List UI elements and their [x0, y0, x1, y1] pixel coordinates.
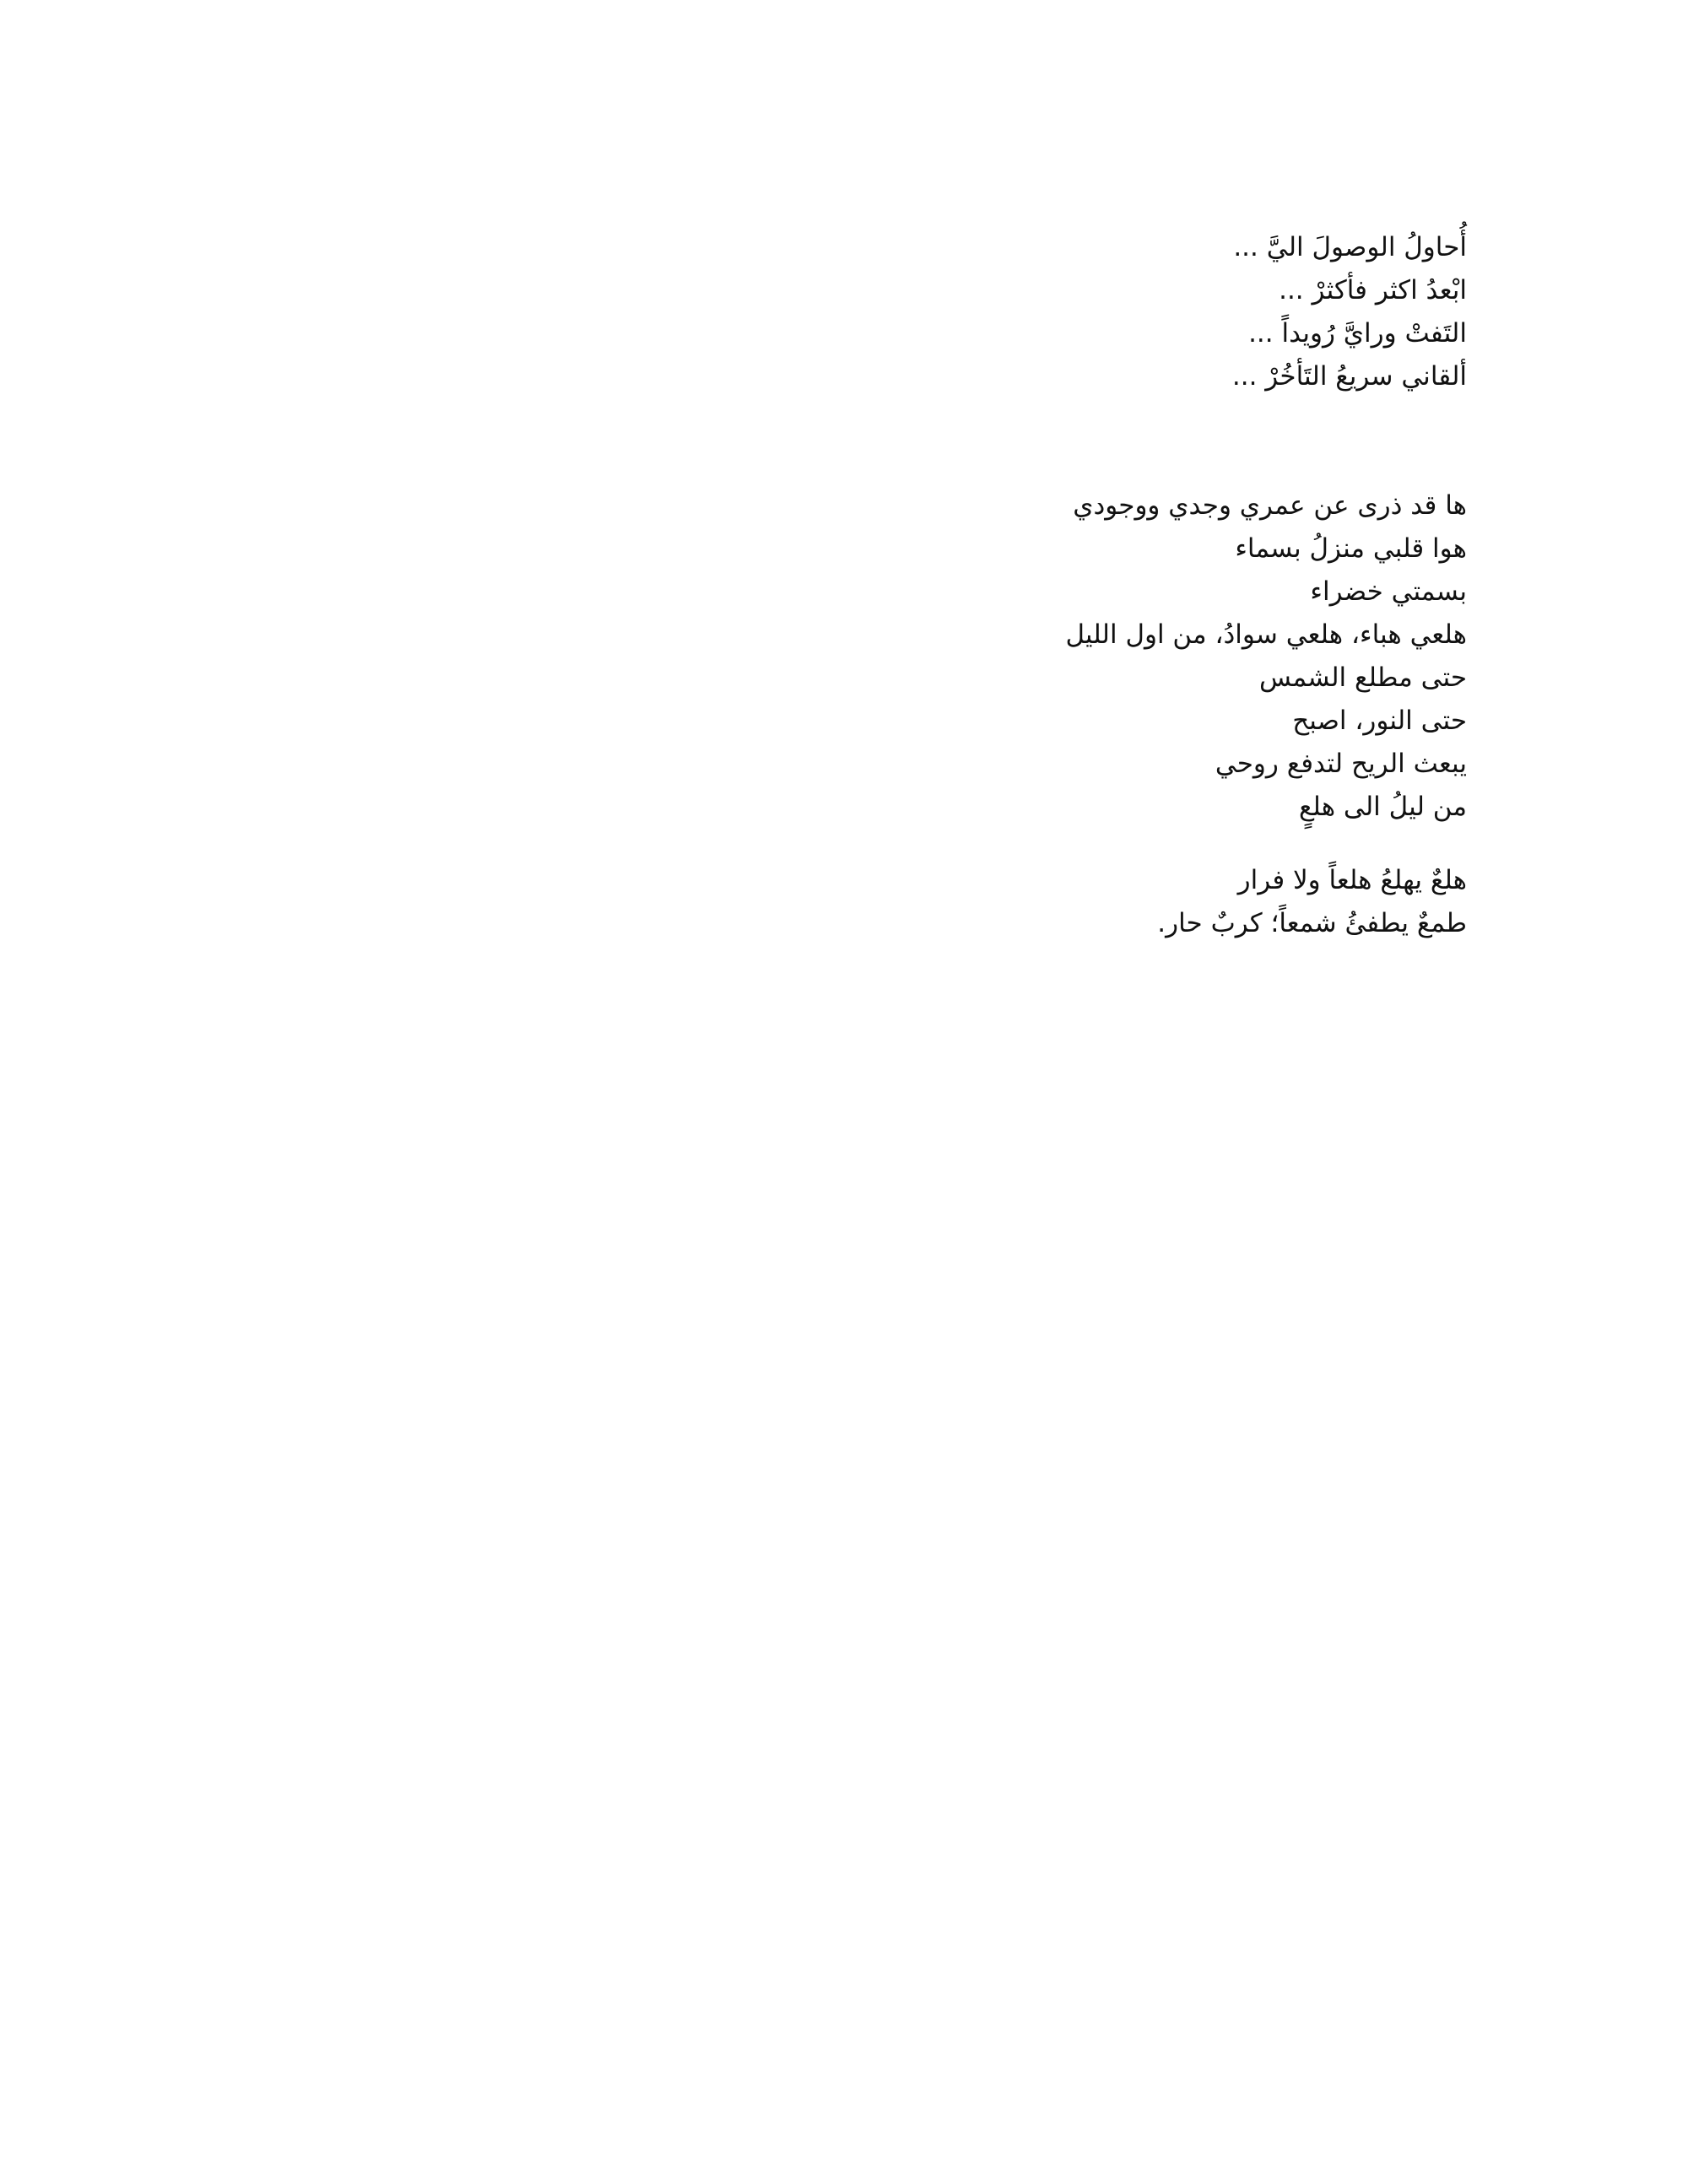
poem-line: ابْعدُ اكثر فأكثرْ ... [1279, 275, 1467, 305]
poem-line: طمعٌ يطفئُ شمعاً؛ كربٌ حار. [1157, 908, 1467, 938]
poem-line: من ليلُ الى هلعٍ [1298, 792, 1467, 822]
poem-line: حتى النور، اصبح [1292, 705, 1467, 736]
poem-line: بسمتي خضراء [1310, 576, 1467, 607]
stanza-2 [538, 484, 1467, 829]
poem-text [538, 226, 1467, 945]
poem-line: حتى مطلع الشمس [1258, 662, 1467, 693]
poem-line: ها قد ذرى عن عمري وجدي ووجودي [1073, 490, 1467, 521]
poem-line: هوا قلبي منزلُ بسماء [1235, 533, 1467, 564]
poem-line: هلعٌ يهلعُ هلعاً ولا فرار [1237, 865, 1467, 895]
poem-line: التَفتْ ورايَّ رُويداً ... [1248, 318, 1467, 349]
poem-line: يبعث الريح لتدفع روحي [1215, 749, 1467, 779]
stanza-1 [538, 226, 1467, 398]
stanza-3 [538, 859, 1467, 945]
poem-line: ألقاني سريعُ التَأخُرْ ... [1231, 361, 1467, 392]
poem-line: أُحاولُ الوصولَ اليَّ ... [1233, 232, 1467, 262]
poem-line: هلعي هباء، هلعي سوادُ، من اول الليل [1065, 619, 1467, 650]
